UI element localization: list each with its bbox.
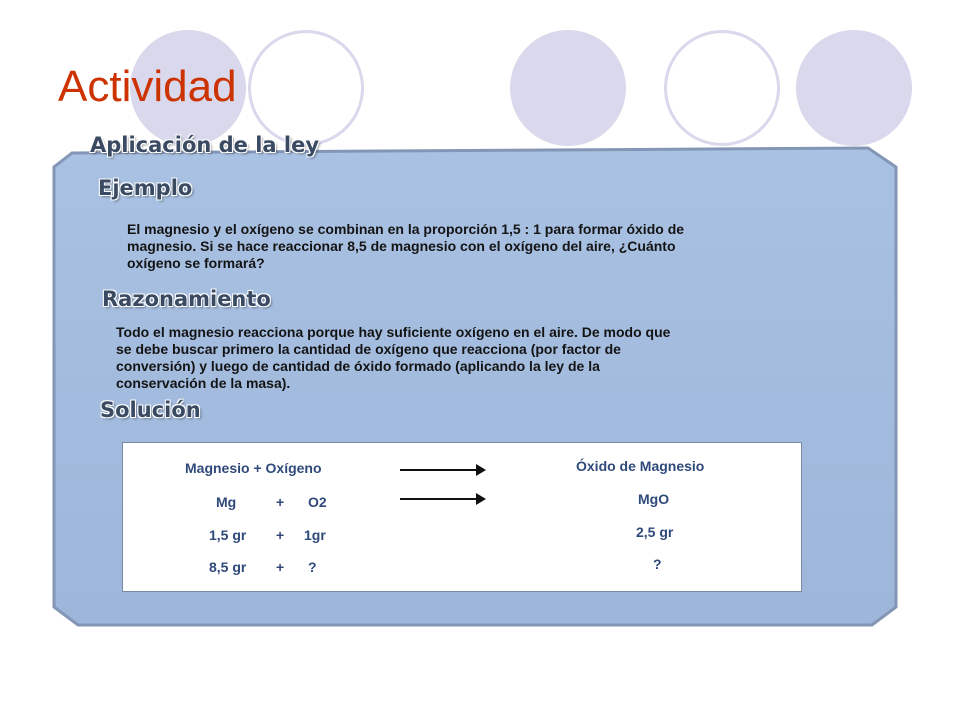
- decor-circle-4: [664, 30, 780, 146]
- panel-heading: Aplicación de la ley: [90, 133, 320, 157]
- content-panel: [50, 133, 900, 630]
- arrow-icon: [400, 469, 484, 471]
- reasoning-line: conversión) y luego de cantidad de óxido formado (aplicando la ley de la: [116, 358, 600, 374]
- eq-plus: +: [276, 559, 285, 575]
- eq-product: ?: [653, 556, 662, 572]
- eq-product: MgO: [638, 491, 670, 507]
- slide-title: Actividad: [58, 62, 237, 111]
- decor-circle-5: [796, 30, 912, 146]
- example-line: magnesio. Si se hace reaccionar 8,5 de magnesio con el oxígeno del aire, ¿Cuánto: [127, 238, 676, 254]
- eq-reactants: Magnesio + Oxígeno: [185, 460, 322, 476]
- eq-product: Óxido de Magnesio: [576, 458, 705, 474]
- eq-term-a: 8,5 gr: [209, 559, 247, 575]
- example-heading: Ejemplo: [98, 176, 193, 200]
- decor-circle-3: [510, 30, 626, 146]
- eq-term-b: 1gr: [304, 527, 326, 543]
- example-line: El magnesio y el oxígeno se combinan en la proporción 1,5 : 1 para formar óxido de: [127, 221, 685, 237]
- reasoning-heading: Razonamiento: [102, 287, 271, 311]
- eq-term-b: ?: [308, 559, 317, 575]
- reasoning-line: se debe buscar primero la cantidad de oxígeno que reacciona (por factor de: [116, 341, 621, 357]
- eq-term-b: O2: [308, 494, 327, 510]
- eq-plus: +: [276, 494, 285, 510]
- decor-circle-2: [248, 30, 364, 146]
- solution-heading: Solución: [100, 398, 201, 422]
- example-line: oxígeno se formará?: [127, 255, 265, 271]
- reasoning-line: Todo el magnesio reacciona porque hay suficiente oxígeno en el aire. De modo que: [116, 324, 671, 340]
- equation-table: [122, 442, 802, 592]
- eq-term-a: 1,5 gr: [209, 527, 247, 543]
- reasoning-line: conservación de la masa).: [116, 375, 291, 391]
- eq-plus: +: [276, 527, 285, 543]
- arrow-icon: [400, 498, 484, 500]
- eq-term-a: Mg: [216, 494, 237, 510]
- eq-product: 2,5 gr: [636, 524, 674, 540]
